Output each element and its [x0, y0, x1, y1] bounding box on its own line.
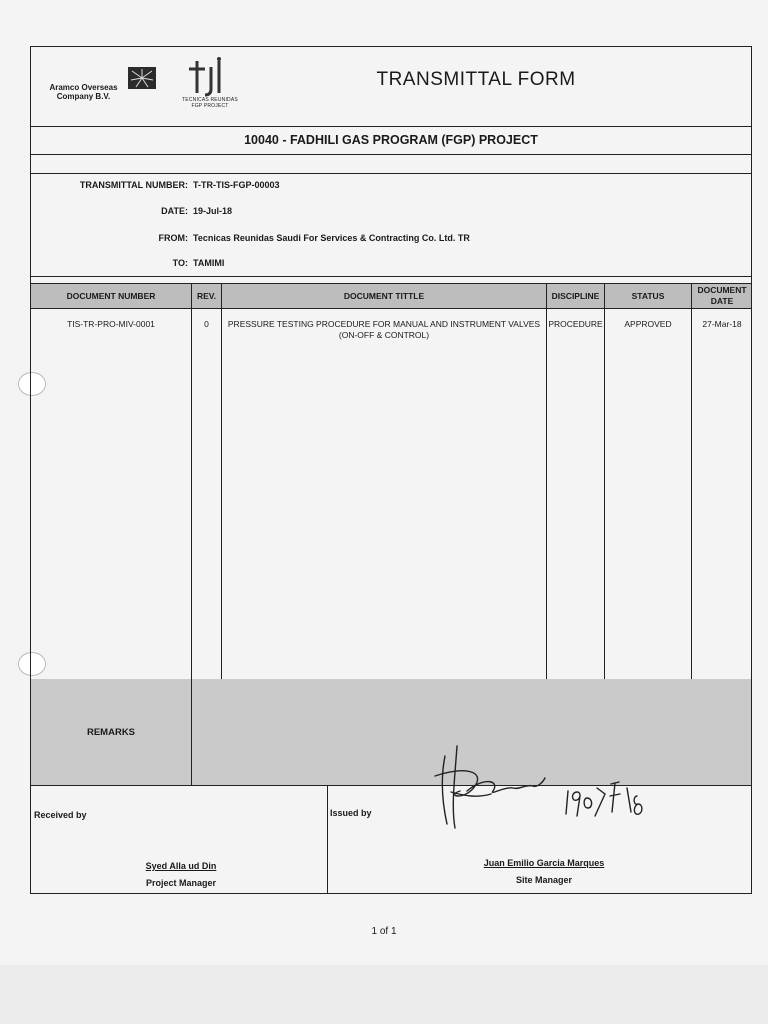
column-divider: [221, 283, 222, 679]
from-label: FROM:: [158, 233, 188, 243]
transmittal-number-label: TRANSMITTAL NUMBER:: [79, 180, 188, 190]
date-label: DATE:: [161, 206, 188, 216]
column-divider: [191, 283, 192, 679]
to-value: TAMIMI: [193, 258, 225, 268]
transmittal-number-value: T-TR-TIS-FGP-00003: [193, 180, 280, 190]
cell-status: APPROVED: [624, 319, 672, 329]
column-divider: [604, 283, 605, 679]
column-header-document-number: DOCUMENT NUMBER: [66, 290, 156, 301]
cell-rev: 0: [204, 319, 209, 329]
to-label: TO:: [172, 258, 188, 268]
column-header-status: STATUS: [631, 290, 665, 301]
tecnicas-reunidas-logo-text: TECNICAS REUNIDAS FGP PROJECT: [182, 97, 238, 109]
handwritten-signature: [405, 736, 665, 831]
date-value: 19-Jul-18: [193, 206, 233, 216]
aramco-company-name: Aramco Overseas Company B.V.: [49, 83, 118, 101]
cell-discipline: PROCEDURE: [548, 319, 603, 329]
scan-bottom-band: [0, 965, 768, 1024]
column-divider: [691, 283, 692, 679]
form-title: TRANSMITTAL FORM: [376, 69, 576, 90]
divider: [31, 173, 751, 174]
received-by-role: Project Manager: [145, 878, 217, 888]
aramco-logo-icon: [128, 67, 156, 89]
column-divider: [327, 785, 328, 893]
divider: [31, 308, 751, 309]
received-by-name: Syed Alla ud Din: [145, 861, 217, 871]
cell-document-number: TIS-TR-PRO-MIV-0001: [67, 319, 155, 329]
divider: [31, 126, 751, 127]
page-number: 1 of 1: [371, 926, 397, 937]
divider: [31, 276, 751, 277]
cell-document-title: PRESSURE TESTING PROCEDURE FOR MANUAL AND INSTRUMENT VALVES (ON-OFF & CONTROL): [227, 319, 541, 340]
issued-by-name: Juan Emilio Garcia Marques: [483, 858, 605, 868]
cell-document-date: 27-Mar-18: [702, 319, 742, 329]
project-title: 10040 - FADHILI GAS PROGRAM (FGP) PROJECT: [244, 133, 538, 147]
column-header-document-title: DOCUMENT TITTLE: [343, 290, 425, 301]
received-by-label: Received by: [34, 810, 87, 820]
column-header-rev: REV.: [196, 290, 217, 301]
issued-by-role: Site Manager: [515, 875, 573, 885]
column-divider: [191, 679, 192, 785]
remarks-label: REMARKS: [86, 726, 136, 738]
column-header-discipline: DISCIPLINE: [551, 290, 600, 301]
column-header-document-date: DOCUMENT DATE: [697, 285, 747, 306]
column-divider: [546, 283, 547, 679]
from-value: Tecnicas Reunidas Saudi For Services & Contracting Co. Ltd. TR: [193, 233, 470, 243]
issued-by-label: Issued by: [330, 808, 372, 818]
divider: [31, 154, 751, 155]
